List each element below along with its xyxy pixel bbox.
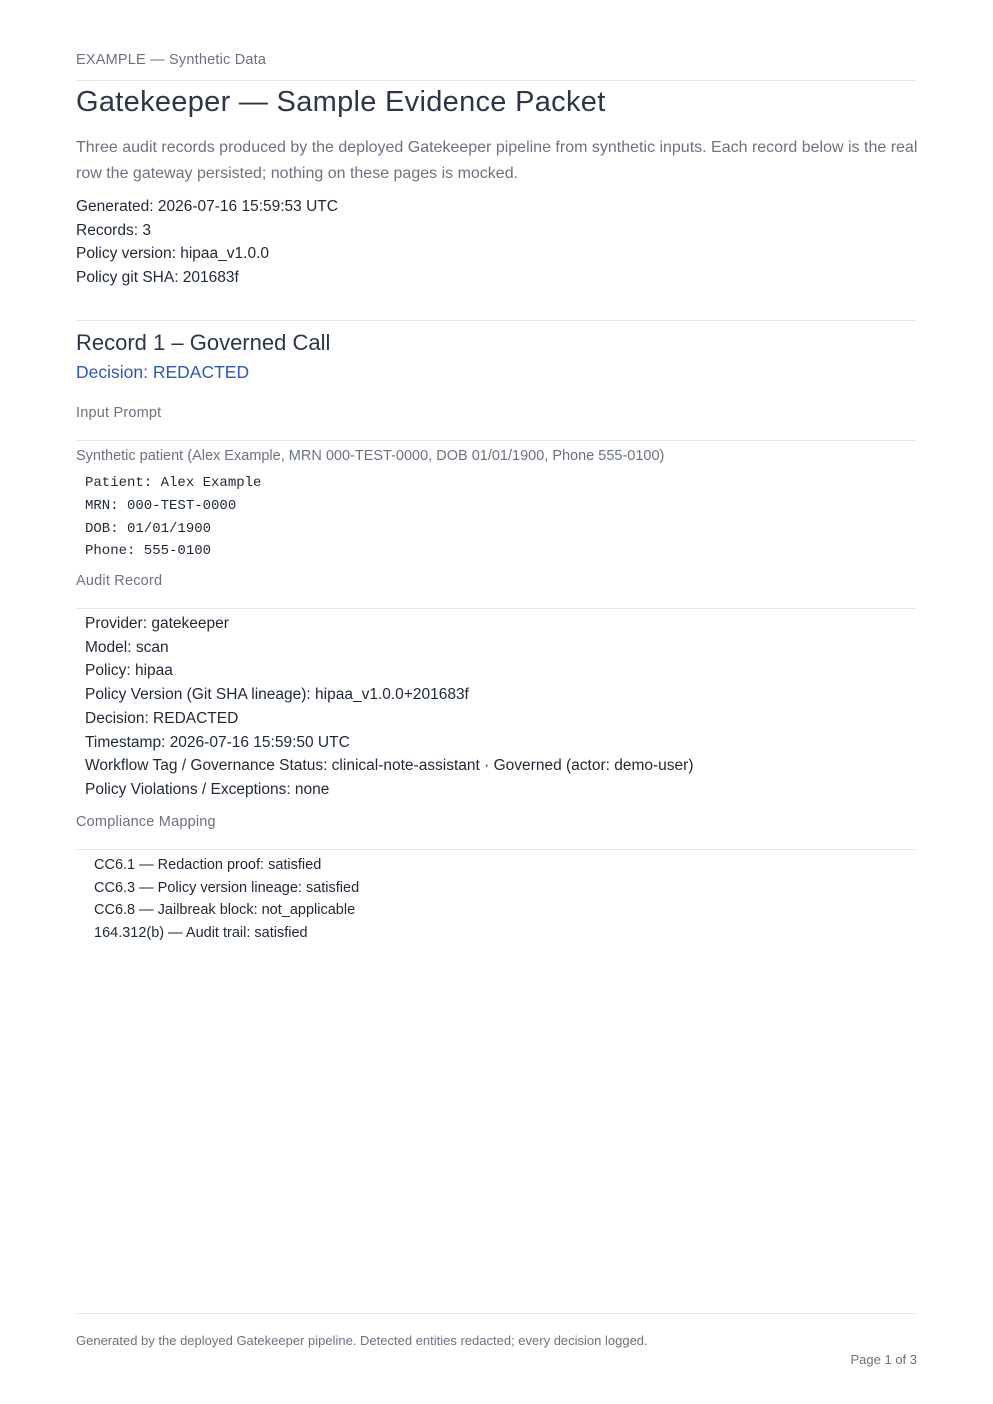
audit-record-block: [85, 612, 694, 802]
record-decision: Decision: REDACTED: [76, 362, 250, 382]
input-prompt-divider: [76, 440, 917, 441]
audit-line: Timestamp: 2026-07-16 15:59:50 UTC: [85, 733, 350, 751]
eyebrow-label: EXAMPLE — Synthetic Data: [76, 52, 267, 68]
meta-policy-sha: Policy git SHA: 201683f: [76, 268, 239, 286]
audit-line: Decision: REDACTED: [85, 709, 239, 727]
page-title: Gatekeeper — Sample Evidence Packet: [76, 86, 606, 118]
header-divider: [76, 80, 917, 81]
input-prompt-block: [85, 472, 261, 563]
input-prompt-label: Input Prompt: [76, 405, 162, 421]
input-line: DOB: 01/01/1900: [85, 520, 212, 537]
audit-line: Workflow Tag / Governance Status: clinical-note-assistant · Governed (actor: demo-user): [85, 757, 694, 775]
meta-policy-version: Policy version: hipaa_v1.0.0: [76, 245, 270, 262]
footer-note: Generated by the deployed Gatekeeper pipeline. Detected entities redacted; every decision logged.: [76, 1333, 648, 1348]
audit-line: Model: scan: [85, 638, 169, 656]
input-line: MRN: 000-TEST-0000: [85, 497, 237, 514]
input-line: Patient: Alex Example: [85, 475, 262, 491]
audit-line: Provider: gatekeeper: [85, 615, 229, 632]
audit-line: Policy: hipaa: [85, 662, 173, 680]
packet-metadata: [76, 195, 338, 289]
compliance-line: 164.312(b) — Audit trail: satisfied: [94, 925, 308, 942]
meta-generated: Generated: 2026-07-16 15:59:53 UTC: [76, 198, 338, 215]
audit-record-label: Audit Record: [76, 573, 163, 589]
compliance-line: CC6.8 — Jailbreak block: not_applicable: [94, 902, 356, 919]
page-number: Page 1 of 3: [850, 1352, 917, 1367]
input-line: Phone: 555-0100: [85, 543, 212, 560]
compliance-mapping-block: [94, 854, 359, 945]
footer-divider: [76, 1313, 917, 1314]
audit-line: Policy Version (Git SHA lineage): hipaa_v1.0.0+201683f: [85, 686, 469, 704]
input-prompt-caption: Synthetic patient (Alex Example, MRN 000-TEST-0000, DOB 01/01/1900, Phone 555-0100): [76, 448, 665, 464]
compliance-mapping-divider: [76, 849, 917, 850]
compliance-line: CC6.1 — Redaction proof: satisfied: [94, 857, 322, 873]
meta-records: Records: 3: [76, 221, 151, 239]
record-title: Record 1 – Governed Call: [76, 330, 331, 355]
audit-record-divider: [76, 608, 917, 609]
audit-line: Policy Violations / Exceptions: none: [85, 780, 330, 798]
compliance-mapping-label: Compliance Mapping: [76, 814, 216, 830]
compliance-line: CC6.3 — Policy version lineage: satisfied: [94, 879, 360, 896]
record-divider: [76, 320, 917, 321]
intro-paragraph: Three audit records produced by the deployed Gatekeeper pipeline from synthetic inputs. Each record below is the real row the gateway persisted; nothing on these pages is mocked.: [76, 139, 918, 182]
